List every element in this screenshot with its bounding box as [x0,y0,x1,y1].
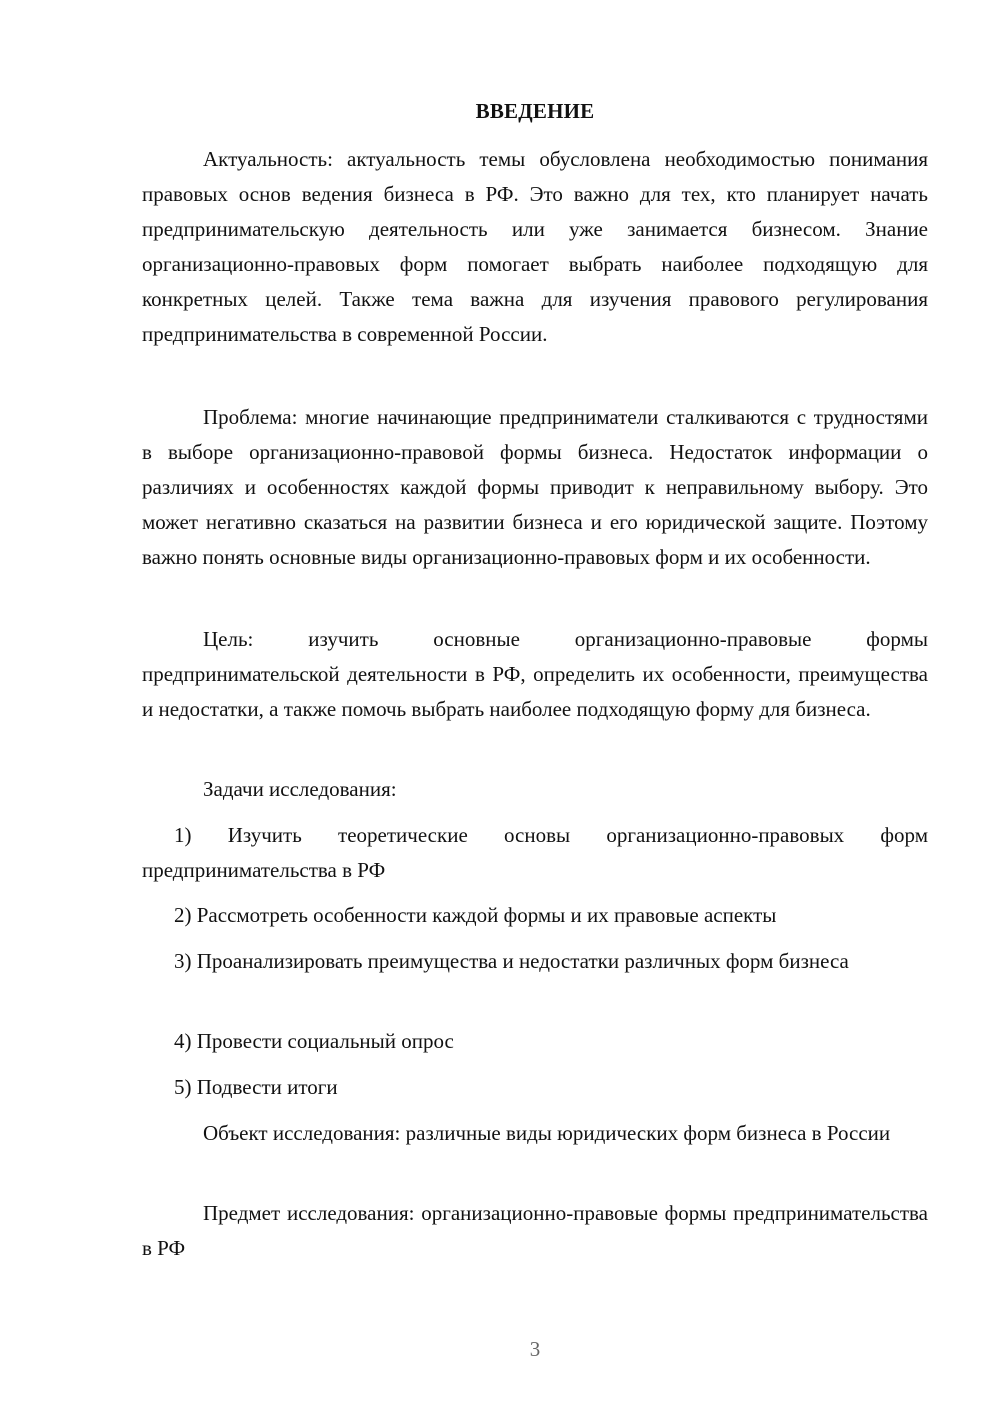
task-item-3: 3) Проанализировать преимущества и недостатки различных форм бизнеса [174,949,849,973]
task-item-1: 1) Изучить теоретические основы организационно-правовых форм предпринимательства в РФ [142,823,928,882]
task-item-4: 4) Провести социальный опрос [174,1029,454,1053]
research-subject-paragraph: Предмет исследования: организационно-правовые формы предпринимательства в РФ [142,1201,928,1260]
problem-paragraph: Проблема: многие начинающие предприниматели сталкиваются с трудностями в выборе организационно-правовой формы бизнеса. Недостаток информации о различиях и особенностях каждой формы приводит к неправильному выбору. Это может негативно сказаться на развитии бизнеса и его юридической защите. Поэтому важно понять основные виды организационно-правовых форм и их особенности. [142,405,928,569]
goal-paragraph: Цель: изучить основные организационно-правовые формы предпринимательской деятельности в РФ, определить их особенности, преимущества и недостатки, а также помочь выбрать наиболее подходящую форму для бизнеса. [142,627,928,721]
tasks-heading: Задачи исследования: [203,777,397,801]
task-item-2: 2) Рассмотреть особенности каждой формы и их правовые аспекты [174,903,777,927]
task-item-5: 5) Подвести итоги [174,1075,338,1099]
research-object-paragraph: Объект исследования: различные виды юридических форм бизнеса в России [203,1121,891,1145]
page-number: 3 [529,1337,541,1361]
section-title: ВВЕДЕНИЕ [475,99,595,123]
relevance-paragraph: Актуальность: актуальность темы обусловлена необходимостью понимания правовых основ ведения бизнеса в РФ. Это важно для тех, кто планирует начать предпринимательскую деятельность или уже занимается бизнесом. Знание организационно-правовых форм помогает выбрать наиболее подходящую для конкретных целей. Также тема важна для изучения правового регулирования предпринимательства в современной России. [142,147,928,346]
